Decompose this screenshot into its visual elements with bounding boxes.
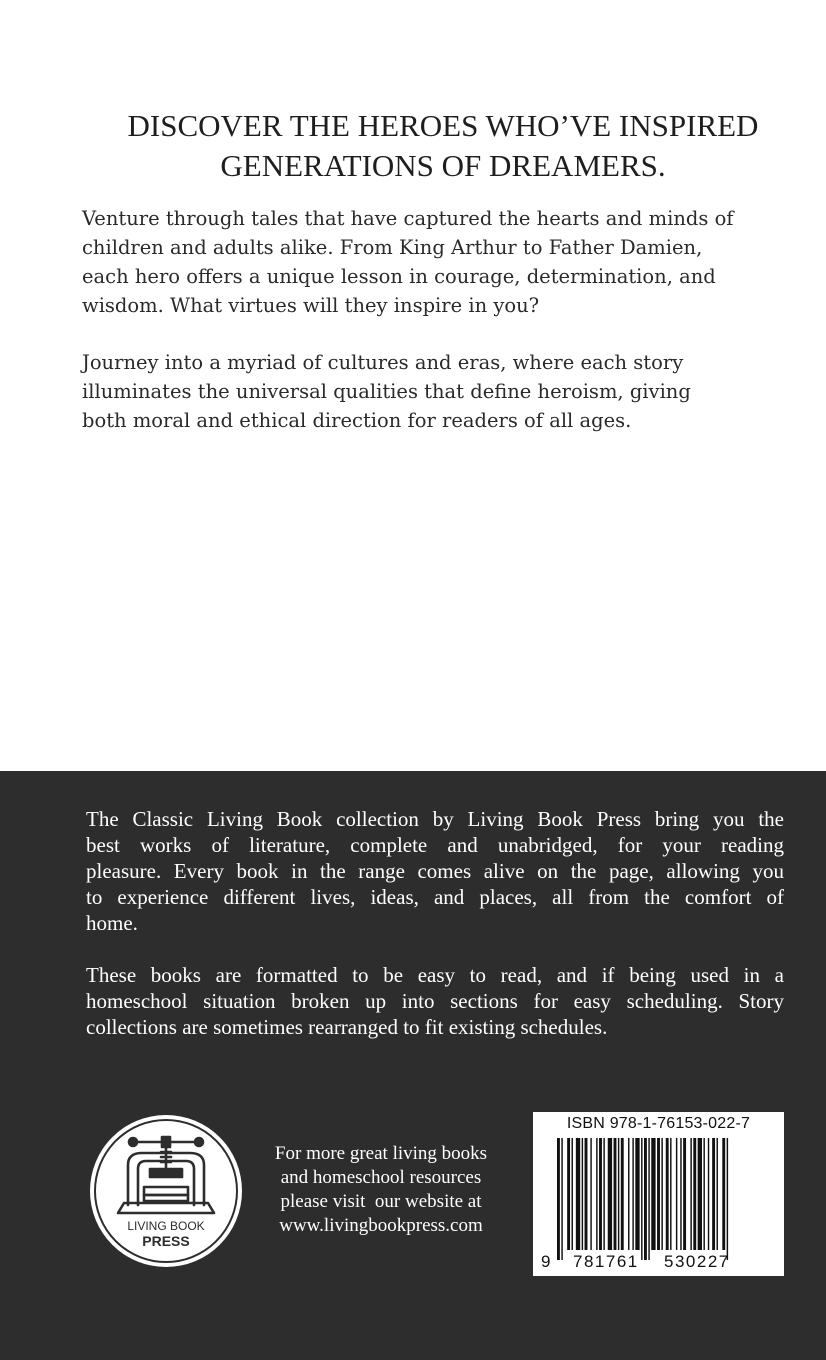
barcode-bar (572, 1138, 573, 1250)
barcode-bar (608, 1138, 612, 1250)
barcode-bar (657, 1138, 660, 1250)
barcode-bar (708, 1138, 709, 1250)
barcode-bar (690, 1138, 691, 1250)
barcode-bar (632, 1138, 633, 1250)
collection-line: homeschool situation broken up into sections for easy scheduling. Story (86, 989, 784, 1013)
barcode-bar (635, 1138, 639, 1250)
website-info (258, 1142, 504, 1238)
barcode-bar (676, 1138, 677, 1250)
barcode-bar (576, 1138, 580, 1250)
collection-line: to experience different lives, ideas, and places, all from the comfort of (86, 885, 784, 909)
barcode-bar (582, 1138, 583, 1250)
blurb-line: illuminates the universal qualities that define heroism, giving (82, 380, 691, 403)
barcode-bar (621, 1138, 624, 1250)
blurb-line: Venture through tales that have captured the hearts and minds of (82, 207, 734, 230)
headline-line: GENERATIONS OF DREAMERS. (220, 148, 666, 183)
blurb-line: Journey into a myriad of cultures and eras, where each story (82, 351, 684, 374)
blurb-paragraph-2 (82, 348, 794, 435)
barcode-bar (628, 1138, 629, 1250)
barcode-bar (614, 1138, 617, 1250)
barcode-bar (641, 1138, 642, 1260)
barcode-bar (703, 1138, 704, 1250)
isbn-label: ISBN 978-1-76153-022-7 (566, 1115, 751, 1132)
blurb-paragraph-1 (82, 204, 794, 320)
website-info-line: For more great living books (274, 1143, 488, 1164)
collection-line: The Classic Living Book collection by Living Book Press bring you the (86, 807, 784, 831)
collection-line: These books are formatted to be easy to read, and if being used in a (86, 963, 784, 987)
barcode-bar (599, 1138, 602, 1250)
blurb-line: both moral and ethical direction for readers of all ages. (82, 409, 632, 432)
barcode-bar (618, 1138, 619, 1250)
barcode-bar (590, 1138, 591, 1250)
barcode-bar (644, 1138, 647, 1260)
barcode-bar (603, 1138, 604, 1250)
barcode-digits-right: 530227 (664, 1252, 730, 1271)
barcode-bar (698, 1138, 702, 1250)
blurb-line: each hero offers a unique lesson in courage, determination, and (82, 265, 716, 288)
logo-text-line-1: LIVING BOOK (127, 1219, 205, 1233)
website-url: www.livingbookpress.com (279, 1215, 483, 1236)
barcode-bar (561, 1138, 562, 1260)
headline-line: DISCOVER THE HEROES WHO’VE INSPIRED (127, 108, 759, 143)
barcode-bar (670, 1138, 671, 1250)
headline (60, 106, 826, 186)
barcode-bar (651, 1138, 655, 1250)
barcode-bars (533, 1112, 784, 1276)
barcode-bar (585, 1138, 588, 1250)
barcode-digit-first: 9 (541, 1252, 551, 1271)
barcode-bar (717, 1138, 718, 1250)
barcode-bar (722, 1138, 725, 1250)
collection-line: collections are sometimes rearranged to fit existing schedules. (86, 1015, 608, 1039)
barcode-bar (661, 1138, 662, 1250)
barcode-bar (683, 1138, 686, 1250)
barcode-bar (727, 1138, 728, 1260)
collection-paragraph-2 (86, 962, 784, 1040)
collection-paragraph-1 (86, 806, 784, 936)
website-info-line: and homeschool resources (280, 1167, 482, 1188)
barcode-bar (712, 1138, 715, 1250)
blurb-line: wisdom. What virtues will they inspire in you? (82, 294, 540, 317)
barcode-digits-left: 781761 (573, 1252, 639, 1271)
collection-line: pleasure. Every book in the range comes alive on the page, allowing you (86, 859, 784, 883)
barcode-bar (596, 1138, 597, 1250)
barcode-bar (648, 1138, 649, 1260)
publisher-logo (88, 1113, 244, 1269)
blurb-line: children and adults alike. From King Arthur to Father Damien, (82, 236, 703, 259)
barcode-bar (666, 1138, 669, 1250)
website-info-line: please visit our website at (280, 1191, 482, 1212)
logo-text-line-2: PRESS (142, 1233, 190, 1249)
isbn-barcode (533, 1112, 784, 1276)
collection-line: home. (86, 911, 138, 935)
barcode-bar (680, 1138, 681, 1250)
barcode-bar (557, 1138, 560, 1260)
barcode-bar (693, 1138, 696, 1250)
barcode-bar (567, 1138, 570, 1250)
collection-line: best works of literature, complete and unabridged, for your reading (86, 833, 784, 857)
